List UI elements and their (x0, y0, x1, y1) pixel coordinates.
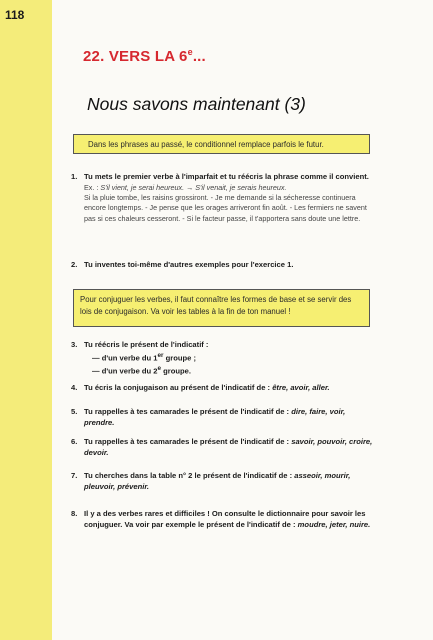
exercise-instruction (84, 471, 376, 492)
verb-list: savoir, pouvoir, croire, devoir. (84, 437, 373, 457)
sub-item-sup: e (157, 364, 162, 372)
verb-list: dire, faire, voir, prendre. (84, 407, 346, 427)
example-label: Ex. : (84, 182, 99, 192)
exercise-sub-item (92, 351, 376, 364)
chapter-title (83, 47, 206, 65)
exercise-5 (71, 407, 376, 428)
page-number: 118 (5, 8, 25, 22)
exercise-sentences: Si la pluie tombe, les raisins grossiront. - Je me demande si la sécheresse continuera encore longtemps. - Je pense que les orages arriveront fin août. - Les fermiers ne savent pas si ces chaleurs cesseront. - Si le facteur passe, il t'apportera sans doute une lettre. (84, 193, 367, 223)
exercise-instruction: Tu inventes toi-même d'autres exemples pour l'exercice 1. (84, 260, 294, 269)
example-before: S'il vient, je serai heureux. (100, 182, 185, 192)
sub-item-text: — d'un verbe du 2 (92, 366, 158, 376)
exercise-instruction (84, 437, 376, 458)
exercise-7 (71, 471, 376, 492)
arrow-icon: → (186, 182, 194, 192)
instruction-text: Tu cherches dans la table n° 2 le présent de l'indicatif de : (84, 471, 293, 480)
exercise-2 (71, 260, 376, 271)
rule-box-conjugation: Pour conjuguer les verbes, il faut connaître les formes de base et se servir des lois de conjugaison. Va voir les tables à la fin de ton manuel ! (73, 289, 370, 327)
exercise-instruction: Tu mets le premier verbe à l'imparfait et tu réécris la phrase comme il convient. (84, 172, 369, 181)
chapter-title-tail: ... (192, 48, 206, 65)
exercise-number: 5. (71, 407, 78, 416)
exercise-number: 4. (71, 383, 78, 392)
exercise-number: 3. (71, 340, 78, 349)
exercise-instruction (84, 509, 376, 530)
exercise-instruction (84, 383, 376, 394)
exercise-instruction (84, 407, 376, 428)
page-subtitle: Nous savons maintenant (3) (87, 94, 306, 114)
exercise-6 (71, 437, 376, 458)
margin-strip (0, 0, 52, 640)
exercise-8 (71, 509, 376, 530)
exercise-number: 8. (71, 509, 78, 518)
exercise-sub-item (92, 364, 376, 377)
exercise-instruction: Tu réécris le présent de l'indicatif : (84, 340, 209, 349)
exercise-3 (71, 340, 376, 377)
sub-item-sup: er (157, 351, 164, 359)
example-line (84, 183, 376, 194)
sub-item-tail: groupe. (161, 366, 192, 376)
chapter-title-suffix: e (187, 47, 193, 57)
verb-list: moudre, jeter, nuire. (297, 519, 371, 529)
rule-box-conditional: Dans les phrases au passé, le conditionnel remplace parfois le futur. (73, 134, 370, 154)
exercise-4 (71, 383, 376, 394)
exercise-number: 7. (71, 471, 78, 480)
instruction-text: Tu rappelles à tes camarades le présent de l'indicatif de : (84, 437, 290, 446)
instruction-text: Il y a des verbes rares et difficiles ! On consulte le dictionnaire pour savoir les conjuguer. Va voir par exemple le présent de l'indicatif de : (84, 509, 366, 529)
exercise-number: 6. (71, 437, 78, 446)
sub-item-tail: groupe ; (163, 353, 196, 363)
exercise-number: 2. (71, 260, 78, 269)
chapter-title-text: 22. VERS LA 6 (83, 48, 188, 65)
exercise-1 (71, 172, 376, 224)
instruction-text: Tu rappelles à tes camarades le présent de l'indicatif de : (84, 407, 290, 416)
verb-list: être, avoir, aller. (272, 383, 330, 392)
instruction-text: Tu écris la conjugaison au présent de l'indicatif de : (84, 383, 271, 392)
verb-list: asseoir, mourir, pleuvoir, prévenir. (84, 471, 351, 491)
sub-item-text: — d'un verbe du 1 (92, 353, 158, 363)
exercise-number: 1. (71, 172, 78, 181)
example-after: S'il venait, je serais heureux. (195, 182, 287, 192)
